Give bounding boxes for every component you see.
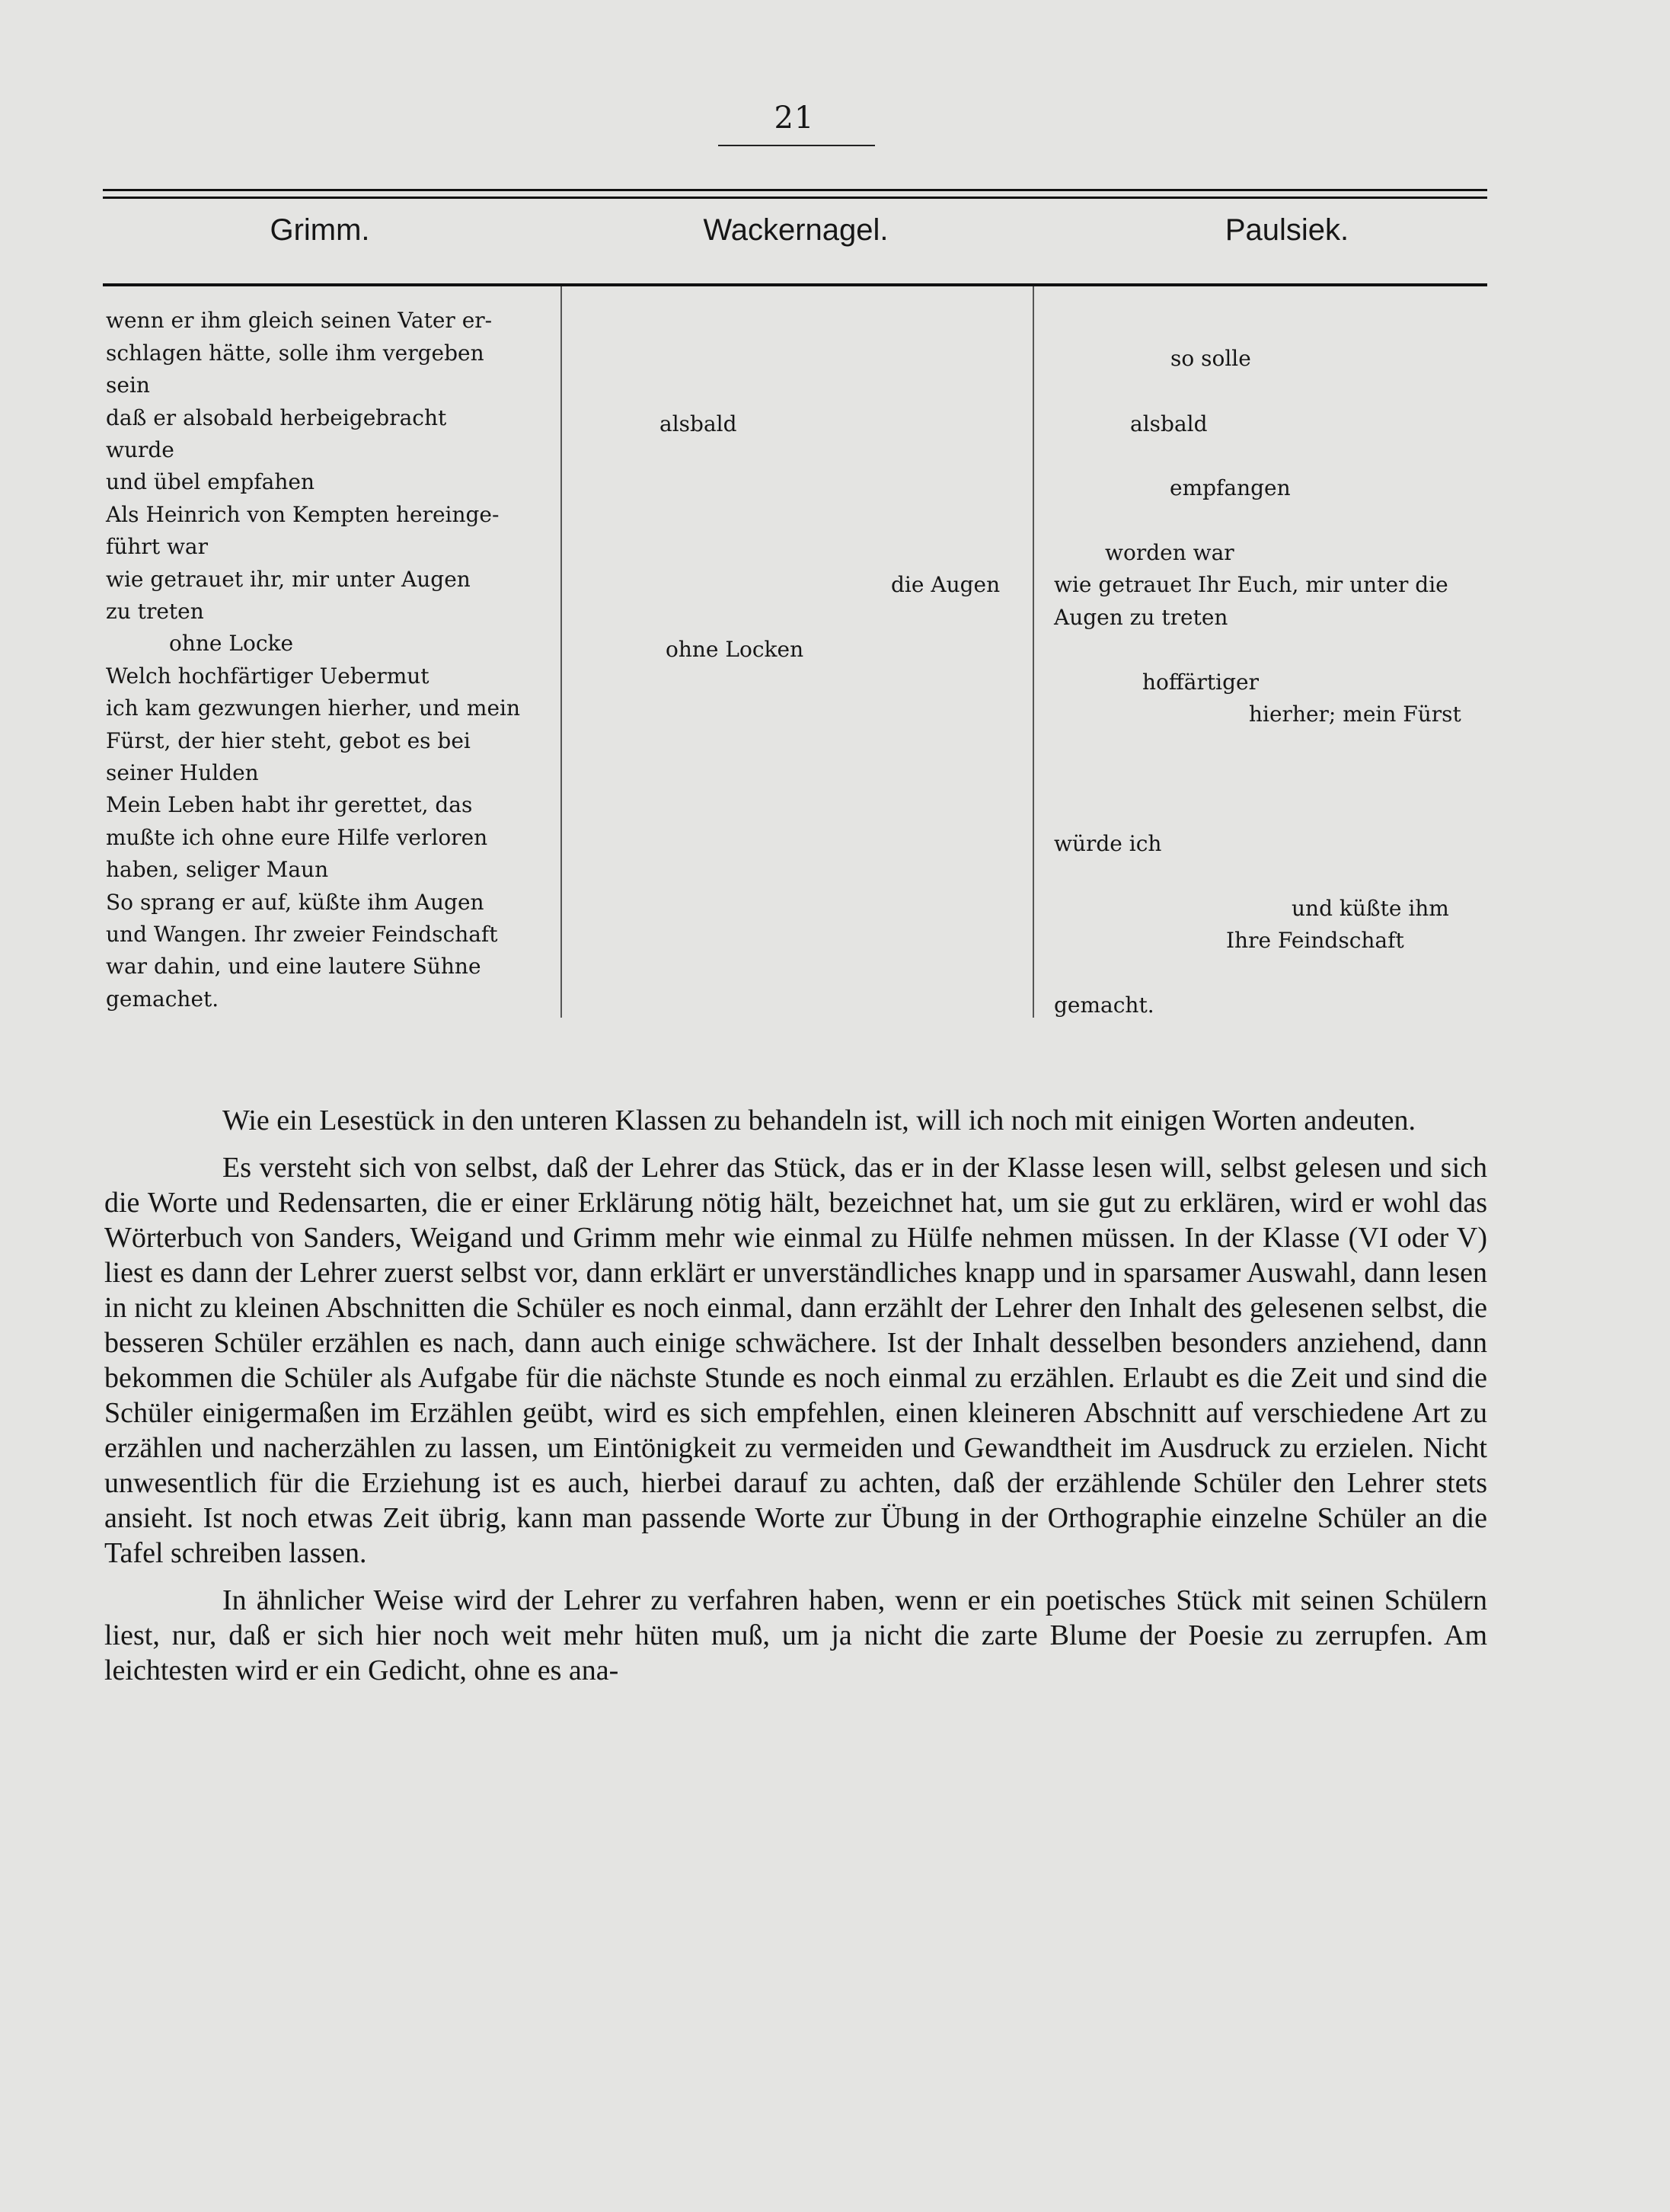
paulsiek-line: und küßte ihm [1292,896,1449,921]
grimm-line: wurde [106,437,174,462]
column-header-grimm: Grimm. [270,213,370,247]
grimm-line: gemachet. [106,986,219,1012]
grimm-line: haben, seliger Maun [106,857,329,882]
paulsiek-line: worden war [1105,540,1234,565]
grimm-line: seiner Hulden [106,760,259,785]
grimm-line: So sprang er auf, küßte ihm Augen [106,890,484,915]
table-header-rule [103,283,1487,286]
body-text [104,1103,1487,1688]
paulsiek-line: hoffärtiger [1142,670,1259,695]
grimm-line: und übel empfahen [106,469,315,494]
grimm-line: schlagen hätte, solle ihm vergeben [106,340,484,366]
grimm-line: führt war [106,534,209,559]
paragraph: Es versteht sich von selbst, daß der Lehrer das Stück, das er in der Klasse lesen will, selbst gelesen und sich die Worte und Redensarten, die er einer Erklärung nötig hält, bezeichnet hat, um sie gut zu erklären, wird er wohl das Wörterbuch von Sanders, Weigand und Grimm mehr wie einmal zu Hülfe nehmen müssen. In der Klasse (VI oder V) liest es dann der Lehrer zuerst selbst vor, dann erklärt er unverständliches knapp und in sparsamer Auswahl, dann lesen in nicht zu kleinen Abschnitten die Schüler es noch einmal, dann erzählt der Lehrer den Inhalt des gelesenen selbst, die besseren Schüler erzählen es nach, dann auch einige schwächere. Ist der Inhalt desselben besonders anziehend, dann bekommen die Schüler als Aufgabe für die nächste Stunde es noch einmal zu erzählen. Erlaubt es die Zeit und sind die Schüler einigermaßen im Erzählen geübt, wird es sich empfehlen, einen kleineren Abschnitt auf verschiedene Art zu erzählen und nacherzählen zu lassen, um Eintönigkeit zu vermeiden und Gewandtheit im Ausdruck zu erzielen. Nicht unwesentlich für die Erziehung ist es auch, hierbei darauf zu achten, daß der erzählende Schüler den Lehrer stets ansieht. Ist noch etwas Zeit übrig, kann man passende Worte zur Übung in der Orthographie einzelne Schüler an die Tafel schreiben lassen. [104,1152,1487,1569]
column-header-wackernagel: Wackernagel. [703,213,889,247]
paulsiek-line: Augen zu treten [1054,605,1228,630]
paulsiek-line: alsbald [1130,411,1208,436]
wackernagel-line: die Augen [891,572,1001,597]
paulsiek-line: würde ich [1054,831,1162,856]
grimm-line: Als Heinrich von Kempten hereinge- [106,502,500,527]
table-top-rule [103,189,1487,191]
paulsiek-line: Ihre Feindschaft [1226,928,1404,953]
grimm-line: ich kam gezwungen hierher, und mein [106,695,521,721]
wackernagel-line: alsbald [659,411,737,436]
page-number: 21 [774,101,815,136]
grimm-line: war dahin, und eine lautere Sühne [106,954,481,979]
table-top-rule-2 [103,197,1487,199]
paulsiek-line: empfangen [1170,475,1291,500]
grimm-line: Welch hochfärtiger Uebermut [106,663,429,689]
grimm-line: und Wangen. Ihr zweier Feindschaft [106,922,498,947]
grimm-line: wenn er ihm gleich seinen Vater er- [106,308,493,333]
grimm-line: ohne Locke [169,631,294,656]
grimm-line: mußte ich ohne eure Hilfe verloren [106,825,488,850]
grimm-line: zu treten [106,599,204,624]
grimm-line: Fürst, der hier steht, gebot es bei [106,728,471,753]
paragraph: In ähnlicher Weise wird der Lehrer zu verfahren haben, wenn er ein poetisches Stück mit seinen Schülern liest, nur, daß er sich hier noch weit mehr hüten muß, um ja nicht die zarte Blume der Poesie zu zerrupfen. Am leichtesten wird er ein Gedicht, ohne es ana- [104,1584,1487,1686]
grimm-line: sein [106,372,150,398]
paulsiek-line: so solle [1170,346,1251,371]
wackernagel-line: ohne Locken [666,637,804,662]
grimm-line: wie getrauet ihr, mir unter Augen [106,567,471,592]
paulsiek-line: gemacht. [1054,993,1154,1018]
page-number-rule [718,145,875,146]
column-divider-1 [560,286,562,1018]
column-header-paulsiek: Paulsiek. [1225,213,1349,247]
paulsiek-line: wie getrauet Ihr Euch, mir unter die [1054,572,1448,597]
grimm-line: Mein Leben habt ihr gerettet, das [106,792,473,817]
paragraph: Wie ein Lesestück in den unteren Klassen zu behandeln ist, will ich noch mit einigen Worten andeuten. [222,1104,1416,1136]
column-divider-2 [1033,286,1034,1018]
grimm-line: daß er alsobald herbeigebracht [106,405,447,430]
paulsiek-line: hierher; mein Fürst [1249,702,1461,727]
